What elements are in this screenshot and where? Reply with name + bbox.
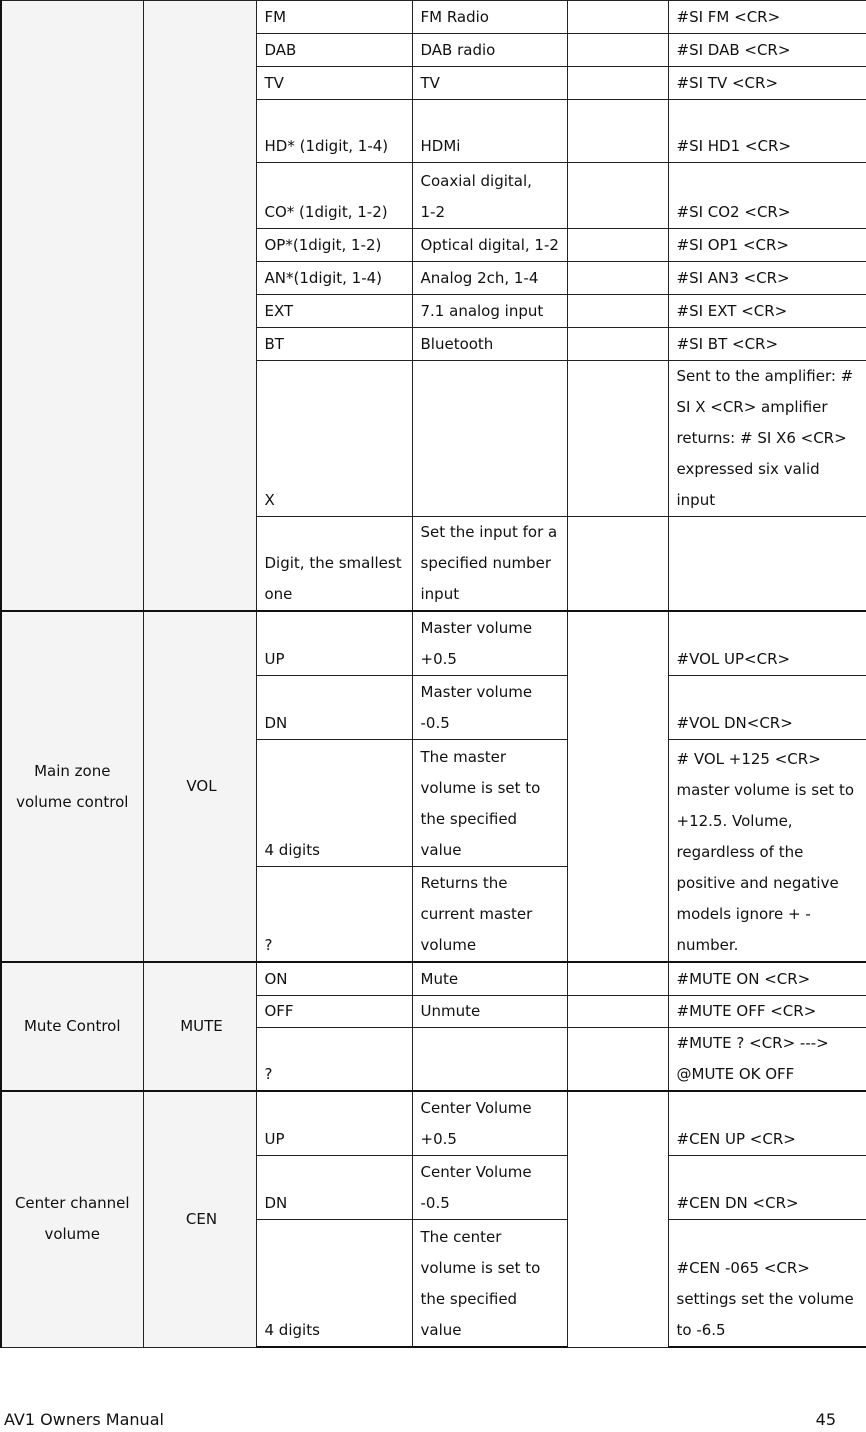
example-cell: #MUTE OFF <CR>: [668, 995, 866, 1027]
command-cell: MUTE: [143, 962, 256, 1091]
desc-cell: 7.1 analog input: [412, 295, 567, 328]
param-cell: ?: [256, 1027, 412, 1091]
example-cell: #MUTE ? <CR> ---> @MUTE OK OFF: [668, 1027, 866, 1091]
note-cell: [567, 262, 668, 295]
desc-cell: The master volume is set to the specified value: [412, 739, 567, 866]
example-cell: #CEN -065 <CR> settings set the volume to -6.5: [668, 1219, 866, 1347]
param-cell: UP: [256, 1091, 412, 1155]
manual-title: AV1 Owners Manual: [4, 1410, 164, 1429]
param-cell: TV: [256, 67, 412, 100]
example-cell: #MUTE ON <CR>: [668, 962, 866, 995]
param-cell: BT: [256, 328, 412, 361]
function-cell: [1, 1, 143, 612]
param-cell: X: [256, 361, 412, 517]
note-cell: [567, 361, 668, 517]
param-cell: ON: [256, 962, 412, 995]
example-cell: #CEN DN <CR>: [668, 1155, 866, 1219]
param-cell: AN*(1digit, 1-4): [256, 262, 412, 295]
page-number: 45: [815, 1410, 836, 1429]
example-cell: #SI EXT <CR>: [668, 295, 866, 328]
note-cell: [567, 229, 668, 262]
example-cell: [668, 517, 866, 612]
desc-cell: FM Radio: [412, 1, 567, 34]
desc-cell: HDMi: [412, 100, 567, 163]
note-cell: [567, 1091, 668, 1347]
param-cell: 4 digits: [256, 1219, 412, 1347]
desc-cell: Analog 2ch, 1-4: [412, 262, 567, 295]
function-cell: Main zone volume control: [1, 611, 143, 962]
desc-cell: The center volume is set to the specified value: [412, 1219, 567, 1347]
desc-cell: Center Volume -0.5: [412, 1155, 567, 1219]
example-cell: #SI DAB <CR>: [668, 34, 866, 67]
example-cell: #SI OP1 <CR>: [668, 229, 866, 262]
param-cell: DAB: [256, 34, 412, 67]
function-cell: Mute Control: [1, 962, 143, 1091]
example-cell: #VOL UP<CR>: [668, 611, 866, 675]
desc-cell: Returns the current master volume: [412, 866, 567, 962]
param-cell: DN: [256, 1155, 412, 1219]
example-cell: #SI CO2 <CR>: [668, 163, 866, 229]
desc-cell: Bluetooth: [412, 328, 567, 361]
note-cell: [567, 67, 668, 100]
desc-cell: DAB radio: [412, 34, 567, 67]
note-cell: [567, 1, 668, 34]
command-cell: VOL: [143, 611, 256, 962]
note-cell: [567, 100, 668, 163]
param-cell: ?: [256, 866, 412, 962]
example-cell: Sent to the amplifier: # SI X <CR> amplifier returns: # SI X6 <CR> expressed six valid input: [668, 361, 866, 517]
desc-cell: Center Volume +0.5: [412, 1091, 567, 1155]
desc-cell: Master volume +0.5: [412, 611, 567, 675]
command-cell: CEN: [143, 1091, 256, 1347]
note-cell: [567, 1027, 668, 1091]
note-cell: [567, 295, 668, 328]
desc-cell: TV: [412, 67, 567, 100]
param-cell: DN: [256, 675, 412, 739]
param-cell: FM: [256, 1, 412, 34]
note-cell: [567, 995, 668, 1027]
desc-cell: [412, 1027, 567, 1091]
param-cell: CO* (1digit, 1-2): [256, 163, 412, 229]
note-cell: [567, 34, 668, 67]
param-cell: OP*(1digit, 1-2): [256, 229, 412, 262]
desc-cell: Unmute: [412, 995, 567, 1027]
desc-cell: Coaxial digital, 1-2: [412, 163, 567, 229]
example-cell: #CEN UP <CR>: [668, 1091, 866, 1155]
table-row: [1, 611, 866, 675]
param-cell: HD* (1digit, 1-4): [256, 100, 412, 163]
example-cell: #SI TV <CR>: [668, 67, 866, 100]
param-cell: 4 digits: [256, 739, 412, 866]
command-cell: [143, 1, 256, 612]
example-cell: #SI BT <CR>: [668, 328, 866, 361]
desc-cell: [412, 361, 567, 517]
note-cell: [567, 163, 668, 229]
example-cell: #SI FM <CR>: [668, 1, 866, 34]
table-row: [1, 962, 866, 995]
example-cell: #VOL DN<CR>: [668, 675, 866, 739]
param-cell: Digit, the smallest one: [256, 517, 412, 612]
example-cell: # VOL +125 <CR> master volume is set to +12.5. Volume, regardless of the positive and negative models ignore + - number.: [668, 739, 866, 962]
note-cell: [567, 611, 668, 962]
note-cell: [567, 962, 668, 995]
note-cell: [567, 517, 668, 612]
desc-cell: Set the input for a specified number input: [412, 517, 567, 612]
example-cell: #SI AN3 <CR>: [668, 262, 866, 295]
param-cell: EXT: [256, 295, 412, 328]
desc-cell: Mute: [412, 962, 567, 995]
function-cell: Center channel volume: [1, 1091, 143, 1347]
desc-cell: Master volume -0.5: [412, 675, 567, 739]
table-row: [1, 1091, 866, 1155]
example-cell: #SI HD1 <CR>: [668, 100, 866, 163]
note-cell: [567, 328, 668, 361]
param-cell: UP: [256, 611, 412, 675]
page-footer: [4, 1410, 836, 1429]
table-row: [1, 1, 866, 34]
param-cell: OFF: [256, 995, 412, 1027]
desc-cell: Optical digital, 1-2: [412, 229, 567, 262]
